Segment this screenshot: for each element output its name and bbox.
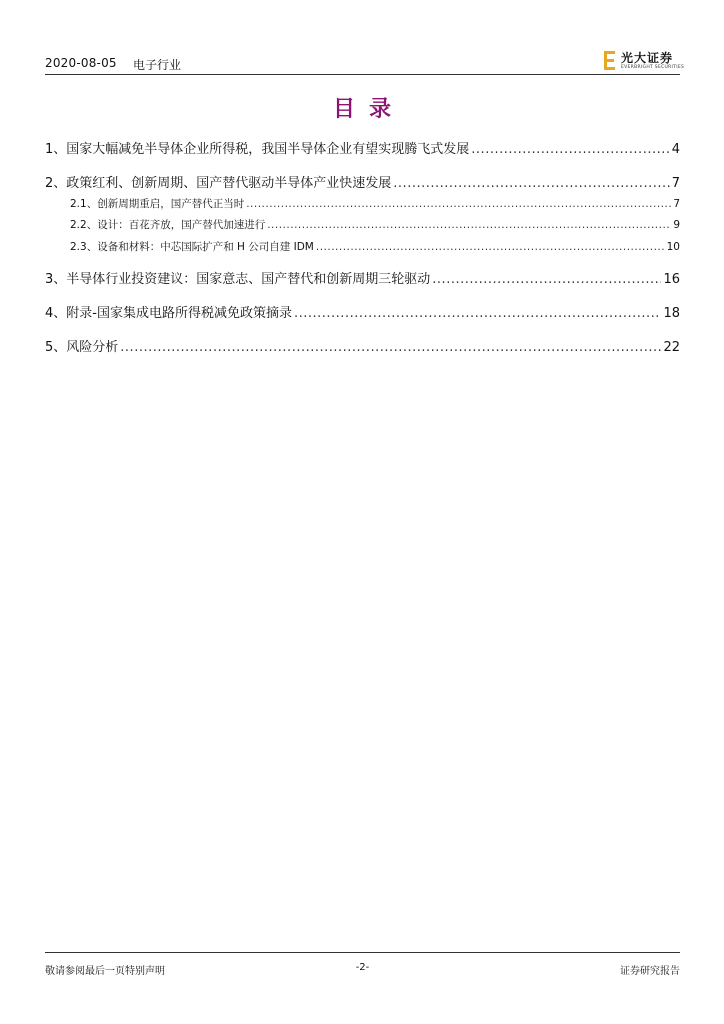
toc-entry-title: 风险分析 <box>66 340 119 355</box>
toc-entry-title: 设备和材料：中芯国际扩产和 H 公司自建 IDM <box>97 241 314 253</box>
toc-entry-number: 4、 <box>45 306 67 321</box>
toc-leader-dots <box>294 306 661 321</box>
toc-entry-number: 2.1、 <box>70 198 98 210</box>
toc-entry-page: 22 <box>663 340 680 355</box>
toc-title: 目录 <box>332 97 405 122</box>
toc-entry-title: 政策红利、创新周期、国产替代驱动半导体产业快速发展 <box>66 176 392 191</box>
toc-leader-dots <box>471 142 669 157</box>
logo-name-en: EVERBRIGHT SECURITIES <box>621 65 685 70</box>
toc-entry-2-2[interactable] <box>45 217 680 233</box>
toc-leader-dots <box>246 198 671 210</box>
footer-divider <box>45 952 680 953</box>
toc-leader-dots <box>316 241 665 253</box>
toc-entry-5[interactable] <box>45 336 680 356</box>
page-header <box>45 50 685 74</box>
toc-entry-page: 18 <box>663 306 680 321</box>
toc-entry-page: 4 <box>671 142 680 157</box>
footer-report-type: 证券研究报告 <box>620 966 680 977</box>
toc-entry-title: 国家大幅减免半导体企业所得税，我国半导体企业有望实现腾飞式发展 <box>66 142 470 157</box>
toc-entry-page: 16 <box>663 272 680 287</box>
toc-entry-page: 10 <box>666 241 680 253</box>
header-divider <box>45 74 680 75</box>
toc-entry-number: 3、 <box>45 272 67 287</box>
toc-leader-dots <box>267 219 671 231</box>
toc-entry-page: 9 <box>673 219 680 231</box>
toc-entry-3[interactable] <box>45 268 680 288</box>
toc-entry-title: 附录-国家集成电路所得税减免政策摘录 <box>66 306 292 321</box>
everbright-e-icon <box>604 51 616 70</box>
toc-leader-dots <box>432 272 661 287</box>
toc-entry-number: 1、 <box>45 142 67 157</box>
toc-entry-2-1[interactable] <box>45 196 680 212</box>
industry-label: 电子行业 <box>133 58 182 72</box>
toc-entry-number: 5、 <box>45 340 67 355</box>
toc-entry-number: 2.2、 <box>70 219 98 231</box>
toc-entry-1[interactable] <box>45 138 680 158</box>
logo-name-cn: 光大证券 <box>621 51 674 65</box>
toc-entry-number: 2、 <box>45 176 67 191</box>
toc-entry-page: 7 <box>673 198 680 210</box>
toc-leader-dots <box>393 176 669 191</box>
toc-entry-number: 2.3、 <box>70 241 98 253</box>
toc-entry-title: 设计：百花齐放，国产替代加速进行 <box>97 219 266 231</box>
everbright-logo <box>604 50 685 72</box>
toc-entry-title: 创新周期重启，国产替代正当时 <box>97 198 245 210</box>
toc-entry-4[interactable] <box>45 302 680 322</box>
toc-entry-title: 半导体行业投资建议：国家意志、国产替代和创新周期三轮驱动 <box>66 272 431 287</box>
footer-page-number: -2- <box>355 962 370 973</box>
toc-leader-dots <box>120 340 661 355</box>
toc-entry-2[interactable] <box>45 172 680 192</box>
report-date: 2020-08-05 <box>45 56 117 70</box>
footer-disclaimer: 敬请参阅最后一页特别声明 <box>45 966 165 977</box>
toc-entry-2-3[interactable] <box>45 239 680 255</box>
toc-entry-page: 7 <box>671 176 680 191</box>
